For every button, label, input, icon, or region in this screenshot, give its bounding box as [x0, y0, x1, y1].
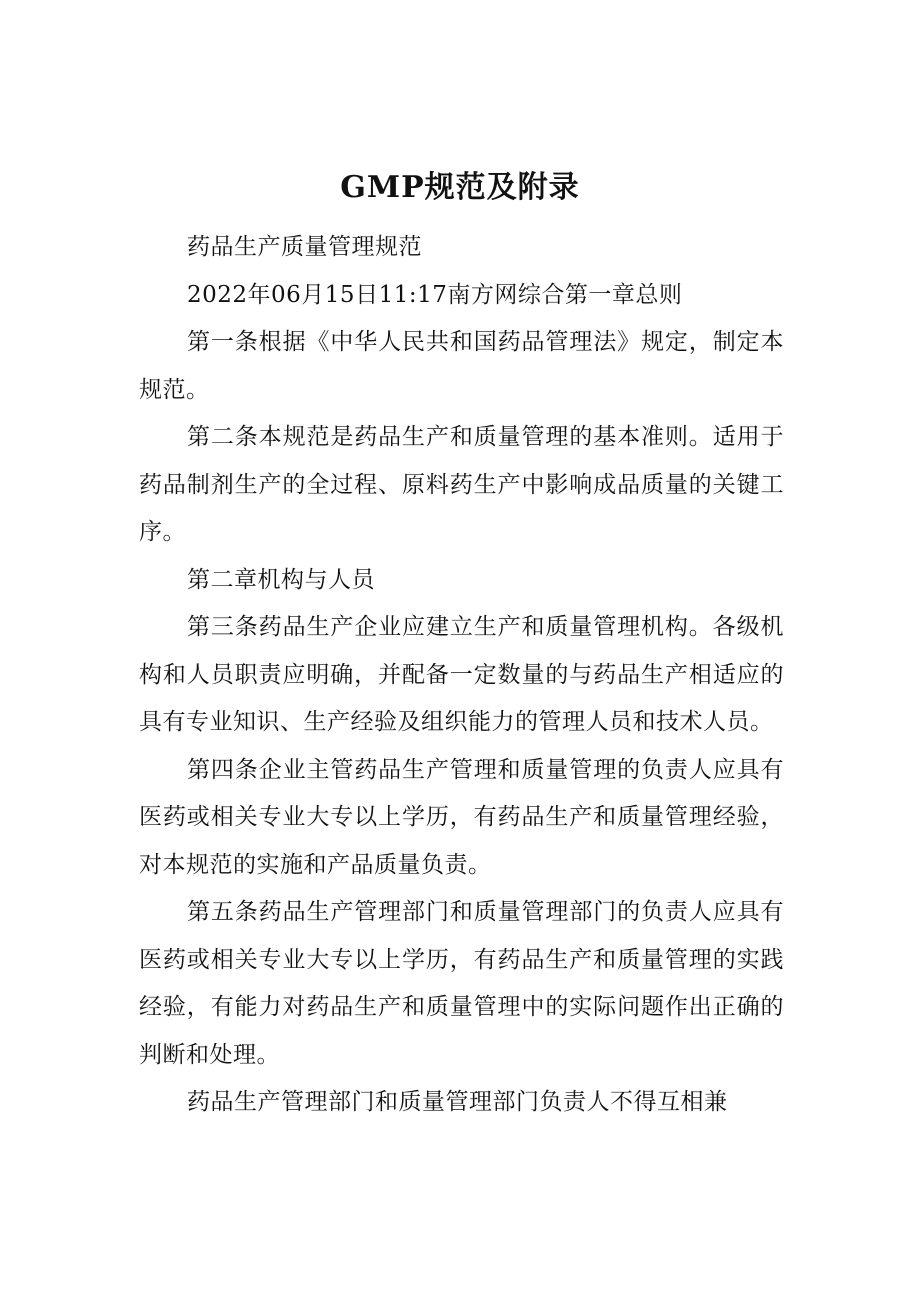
- document-title: GMP规范及附录: [340, 170, 580, 206]
- paragraph-continuation: 药品生产管理部门和质量管理部门负责人不得互相兼: [187, 1089, 728, 1115]
- document-body: [139, 224, 784, 1127]
- paragraph-date-source: 2022年06月15日11:17南方网综合第一章总则: [187, 281, 683, 308]
- paragraph-article-5: 第五条药品生产管理部门和质量管理部门的负责人应具有医药或相关专业大专以上学历，有药品生产和质量管理的实践经验，有能力对药品生产和质量管理中的实际问题作出正确的判断和处理。: [139, 899, 784, 1068]
- paragraph-regulation-name: 药品生产质量管理规范: [187, 234, 422, 260]
- paragraph-article-2: 第二条本规范是药品生产和质量管理的基本准则。适用于药品制剂生产的全过程、原料药生产中影响成品质量的关键工序。: [139, 424, 784, 545]
- paragraph-article-4: 第四条企业主管药品生产管理和质量管理的负责人应具有医药或相关专业大专以上学历，有药品生产和质量管理经验，对本规范的实施和产品质量负责。: [139, 756, 784, 878]
- paragraph-article-1: 第一条根据《中华人民共和国药品管理法》规定，制定本规范。: [139, 329, 784, 403]
- paragraph-chapter-2-heading: 第二章机构与人员: [187, 566, 375, 593]
- paragraph-article-3: 第三条药品生产企业应建立生产和质量管理机构。各级机构和人员职责应明确，并配备一定数量的与药品生产相适应的具有专业知识、生产经验及组织能力的管理人员和技术人员。: [139, 614, 784, 735]
